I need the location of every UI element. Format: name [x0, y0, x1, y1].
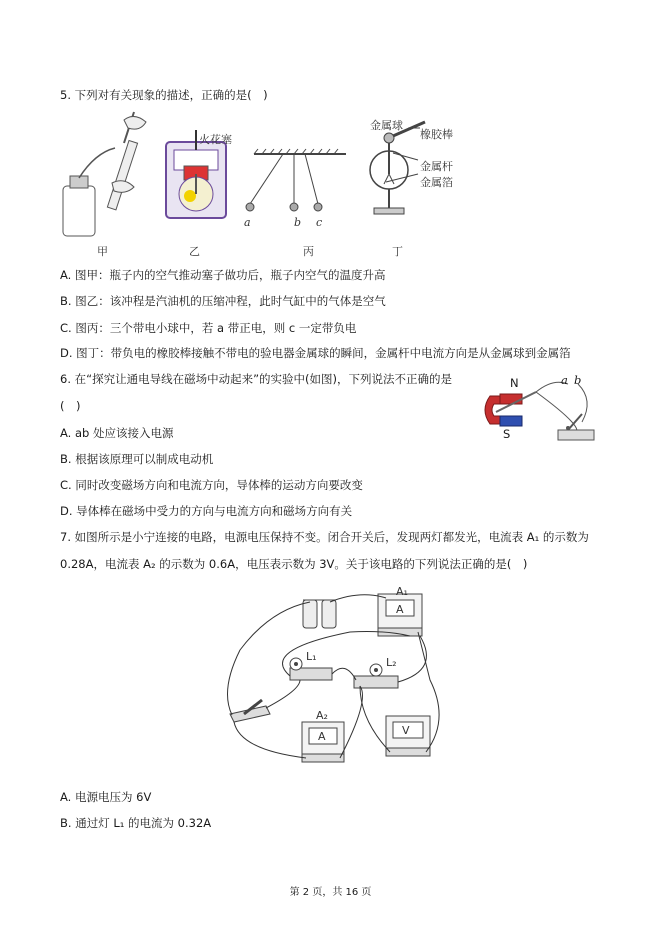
ammeter-a2-symbol: A	[318, 730, 326, 743]
label-metal-foil: 金属箔	[420, 176, 453, 189]
label-spark-plug: 火花塞	[199, 133, 232, 146]
label-metal-ball: 金属球	[370, 119, 403, 132]
label-ball-c: c	[316, 216, 323, 229]
q7-stem-line2: 0.28A，电流表 A₂ 的示数为 0.6A，电压表示数为 3V。关于该电路的下列说法正确的是( )	[60, 557, 528, 571]
knife-switch	[230, 700, 270, 722]
q5-figures	[0, 108, 661, 278]
page-footer: 第 2 页，共 16 页	[289, 887, 372, 898]
q5-option-b: B. 图乙：该冲程是汽油机的压缩冲程，此时气缸中的气体是空气	[60, 294, 386, 308]
q6-paren: ( )	[60, 399, 81, 413]
figure-bing-balls	[246, 149, 346, 211]
q5-option-a: A. 图甲：瓶子内的空气推动塞子做功后，瓶子内空气的温度升高	[60, 268, 386, 282]
q6-option-b: B. 根据该原理可以制成电动机	[60, 452, 214, 466]
q7-option-a: A. 电源电压为 6V	[60, 790, 152, 804]
figure-ding-electroscope	[370, 122, 425, 214]
q6-option-d: D. 导体棒在磁场中受力的方向与电流方向和磁场方向有关	[60, 504, 353, 518]
ammeter-a1-symbol: A	[396, 603, 404, 616]
label-l2: L₂	[386, 656, 397, 669]
q6-stem: 6. 在“探究让通电导线在磁场中动起来”的实验中(如图)，下列说法不正确的是	[60, 372, 453, 386]
q6-label-s: S	[503, 427, 511, 441]
label-rubber-rod: 橡胶棒	[420, 128, 453, 141]
label-a2: A₂	[316, 709, 328, 722]
label-l1: L₁	[306, 650, 317, 663]
fig-label-bing: 丙	[303, 245, 314, 258]
figure-jia-bottle-pump	[63, 112, 146, 236]
q6-figure-magnet-circuit	[478, 370, 618, 455]
fig-label-jia: 甲	[97, 245, 108, 258]
q6-label-a: a	[561, 373, 568, 387]
label-a1: A₁	[396, 585, 408, 598]
q7-option-b: B. 通过灯 L₁ 的电流为 0.32A	[60, 816, 212, 830]
voltmeter-symbol: V	[402, 724, 410, 737]
q5-option-c: C. 图丙：三个带电小球中，若 a 带正电，则 c 一定带负电	[60, 321, 357, 335]
q6-option-c: C. 同时改变磁场方向和电流方向，导体棒的运动方向要改变	[60, 478, 363, 492]
fig-label-ding: 丁	[392, 245, 403, 258]
q6-label-b: b	[574, 373, 582, 387]
q7-stem-line1: 7. 如图所示是小宁连接的电路，电源电压保持不变。闭合开关后，发现两灯都发光，电流表 A₁ 的示数为	[60, 530, 589, 544]
fig-label-yi: 乙	[189, 245, 200, 258]
q7-circuit-figure	[0, 580, 661, 780]
q5-stem: 5. 下列对有关现象的描述，正确的是( )	[60, 88, 268, 102]
q6-label-n: N	[510, 376, 519, 390]
label-metal-stem: 金属杆	[420, 160, 453, 173]
label-ball-a: a	[244, 216, 251, 229]
q5-option-d: D. 图丁：带负电的橡胶棒接触不带电的验电器金属球的瞬间，金属杆中电流方向是从金属球到金属箔	[60, 346, 571, 360]
label-ball-b: b	[294, 216, 302, 229]
q6-option-a: A. ab 处应该接入电源	[60, 426, 174, 440]
battery-pack	[303, 600, 336, 628]
